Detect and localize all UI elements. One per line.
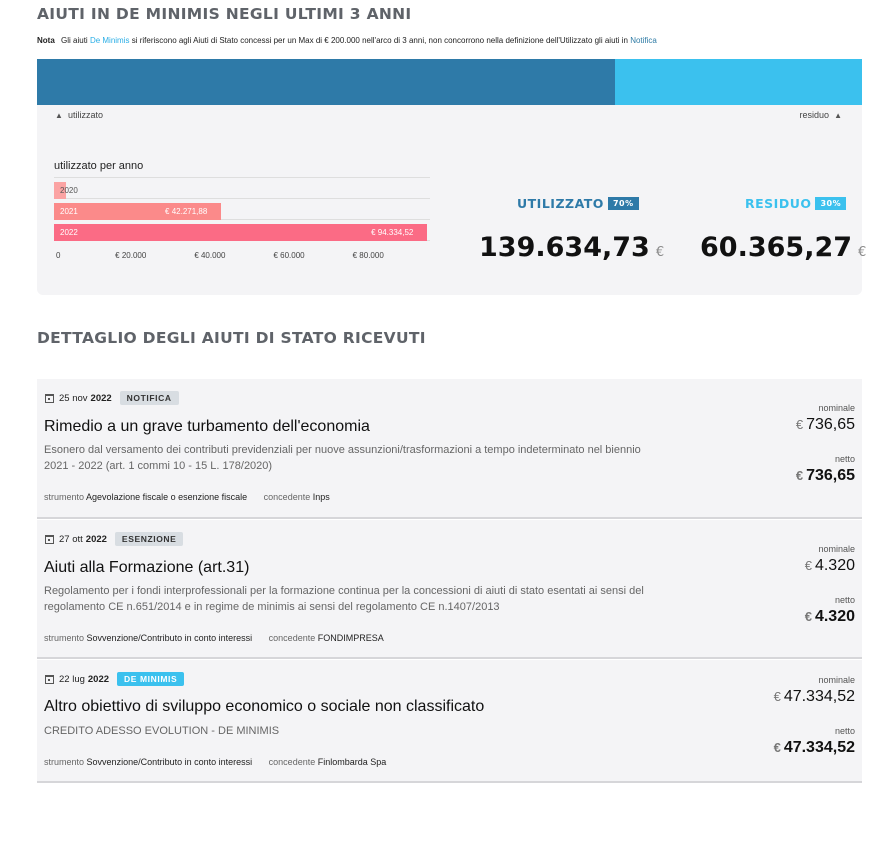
residual-amount-value: 60.365,27 [700, 232, 853, 263]
aid-description: CREDITO ADESSO EVOLUTION - DE MINIMIS [44, 725, 280, 737]
nominal-amount [796, 416, 855, 434]
calendar-icon [45, 535, 54, 544]
used-amount-value: 139.634,73 [479, 232, 650, 263]
aid-strumento: Sovvenzione/Contributo in conto interessi [86, 633, 253, 643]
euro-sign: € [773, 740, 781, 755]
aid-type-badge: DE MINIMIS [117, 672, 184, 686]
aid-strumento: Agevolazione fiscale o esenzione fiscale [86, 492, 248, 502]
used-pct-badge: 70% [608, 197, 639, 210]
chart-gridline [54, 198, 430, 199]
netto-label: netto [834, 595, 855, 605]
nominal-amount-value: 736,65 [806, 416, 855, 433]
euro-sign: € [773, 689, 781, 704]
aid-card[interactable] [37, 520, 862, 659]
de-minimis-note [37, 36, 657, 45]
used-amount-currency: € [655, 245, 665, 260]
yearly-usage-chart [54, 177, 434, 267]
triangle-up-icon: ▲ [55, 111, 63, 120]
nominal-amount [805, 557, 855, 575]
chart-value-label: € 42.271,88 [165, 207, 208, 216]
used-progress-bar [37, 59, 615, 105]
aid-date-year: 2022 [90, 392, 112, 404]
aid-date-day: 27 ott [59, 533, 83, 545]
aid-date-year: 2022 [85, 533, 107, 545]
euro-sign: € [795, 417, 804, 432]
de-minimis-summary-panel [37, 59, 867, 295]
calendar-icon [45, 675, 54, 684]
net-amount-value: 736,65 [806, 467, 855, 484]
notifica-link[interactable]: Notifica [630, 36, 657, 45]
strumento-label: strumento [44, 633, 85, 643]
aid-concedente: FONDIMPRESA [317, 633, 384, 643]
residual-stat-label [745, 196, 846, 211]
used-amount [479, 232, 664, 263]
aid-title: Aiuti alla Formazione (art.31) [44, 559, 250, 576]
aid-title: Rimedio a un grave turbamento dell'economia [44, 418, 370, 435]
net-amount [796, 467, 855, 485]
concedente-label: concedente [268, 757, 316, 767]
aid-strumento: Sovvenzione/Contributo in conto interessi [86, 757, 253, 767]
nominal-amount [774, 688, 855, 706]
note-text-2: si riferiscono agli Aiuti di Stato concessi per un Max di € 200.000 nell'arco di 3 anni, non concorrono nella definizione dell'Utilizzato gli aiuti in [131, 36, 628, 45]
concedente-label: concedente [268, 633, 316, 643]
concedente-label: concedente [263, 492, 311, 502]
aid-date-year: 2022 [87, 673, 110, 685]
euro-sign: € [804, 609, 812, 624]
residual-marker-label: residuo [799, 110, 830, 120]
residual-amount-currency: € [858, 245, 867, 260]
chart-title: utilizzato per anno [54, 160, 144, 172]
chart-tick-label: € 20.000 [115, 251, 147, 260]
nominale-label: nominale [818, 403, 855, 413]
section-title-de-minimis: AIUTI IN DE MINIMIS NEGLI ULTIMI 3 ANNI [37, 5, 412, 23]
used-stat-title: UTILIZZATO [517, 196, 604, 211]
note-label: Nota [37, 36, 55, 45]
aid-date [45, 391, 179, 405]
aid-concedente: Finlombarda Spa [317, 757, 387, 767]
aid-type-badge: NOTIFICA [120, 391, 179, 405]
used-marker-label: utilizzato [67, 110, 103, 120]
euro-sign: € [804, 558, 812, 573]
aid-date [45, 532, 183, 546]
aid-title: Altro obiettivo di sviluppo economico o sociale non classificato [44, 698, 485, 715]
aid-date-day: 22 lug [59, 673, 85, 685]
net-amount-value: 47.334,52 [783, 739, 855, 756]
triangle-up-icon: ▲ [834, 111, 842, 120]
chart-category-label: 2021 [60, 207, 78, 216]
chart-gridline [54, 177, 430, 178]
aid-type-badge: ESENZIONE [115, 532, 184, 546]
de-minimis-link[interactable]: De Minimis [89, 36, 130, 45]
netto-label: netto [834, 454, 855, 464]
net-amount-value: 4.320 [814, 608, 855, 625]
aid-meta [44, 633, 398, 643]
nominale-label: nominale [818, 544, 855, 554]
aid-meta [44, 492, 344, 502]
chart-tick-label: € 80.000 [352, 251, 384, 260]
note-text-1: Gli aiuti [61, 36, 88, 45]
aid-date [45, 672, 184, 686]
used-stat-label [517, 196, 639, 211]
nominal-amount-value: 47.334,52 [783, 688, 855, 705]
residual-stat-title: RESIDUO [745, 196, 812, 211]
aid-description: Esonero dal versamento dei contributi previdenziali per nuove assunzioni/trasformazioni a tempo indeterminato nel biennio 2021 - 2022 (art. 1 commi 10 - 15 L. 178/2020) [44, 444, 641, 472]
netto-label: netto [834, 726, 855, 736]
calendar-icon [45, 394, 54, 403]
aid-concedente: Inps [312, 492, 330, 502]
nominale-label: nominale [818, 675, 855, 685]
strumento-label: strumento [44, 492, 85, 502]
euro-sign: € [795, 468, 804, 483]
used-marker [55, 110, 103, 120]
section-title-aid-details: DETTAGLIO DEGLI AIUTI DI STATO RICEVUTI [37, 329, 426, 347]
chart-value-label: € 94.334,52 [371, 228, 414, 237]
strumento-label: strumento [44, 757, 85, 767]
chart-tick-label: € 40.000 [194, 251, 226, 260]
residual-marker [800, 110, 842, 120]
net-amount [805, 608, 855, 626]
aid-description: Regolamento per i fondi interprofessionali per la formazione continua per la concessioni di aiuti di stato esentati ai sensi del regolamento CE n.651/2014 e in regime de minimis ai sensi del regolamento CE n.1407/2013 [44, 585, 644, 613]
chart-category-label: 2020 [60, 186, 78, 195]
chart-tick-label: 0 [56, 251, 61, 260]
net-amount [774, 739, 855, 757]
nominal-amount-value: 4.320 [814, 557, 855, 574]
residual-amount [700, 232, 866, 263]
aid-meta [44, 757, 400, 767]
chart-tick-label: € 60.000 [273, 251, 305, 260]
residual-progress-bar [615, 59, 862, 105]
chart-category-label: 2022 [60, 228, 78, 237]
aid-date-day: 25 nov [59, 392, 88, 404]
residual-pct-badge: 30% [815, 197, 846, 210]
aid-card[interactable] [37, 660, 862, 783]
aid-card[interactable] [37, 379, 862, 519]
